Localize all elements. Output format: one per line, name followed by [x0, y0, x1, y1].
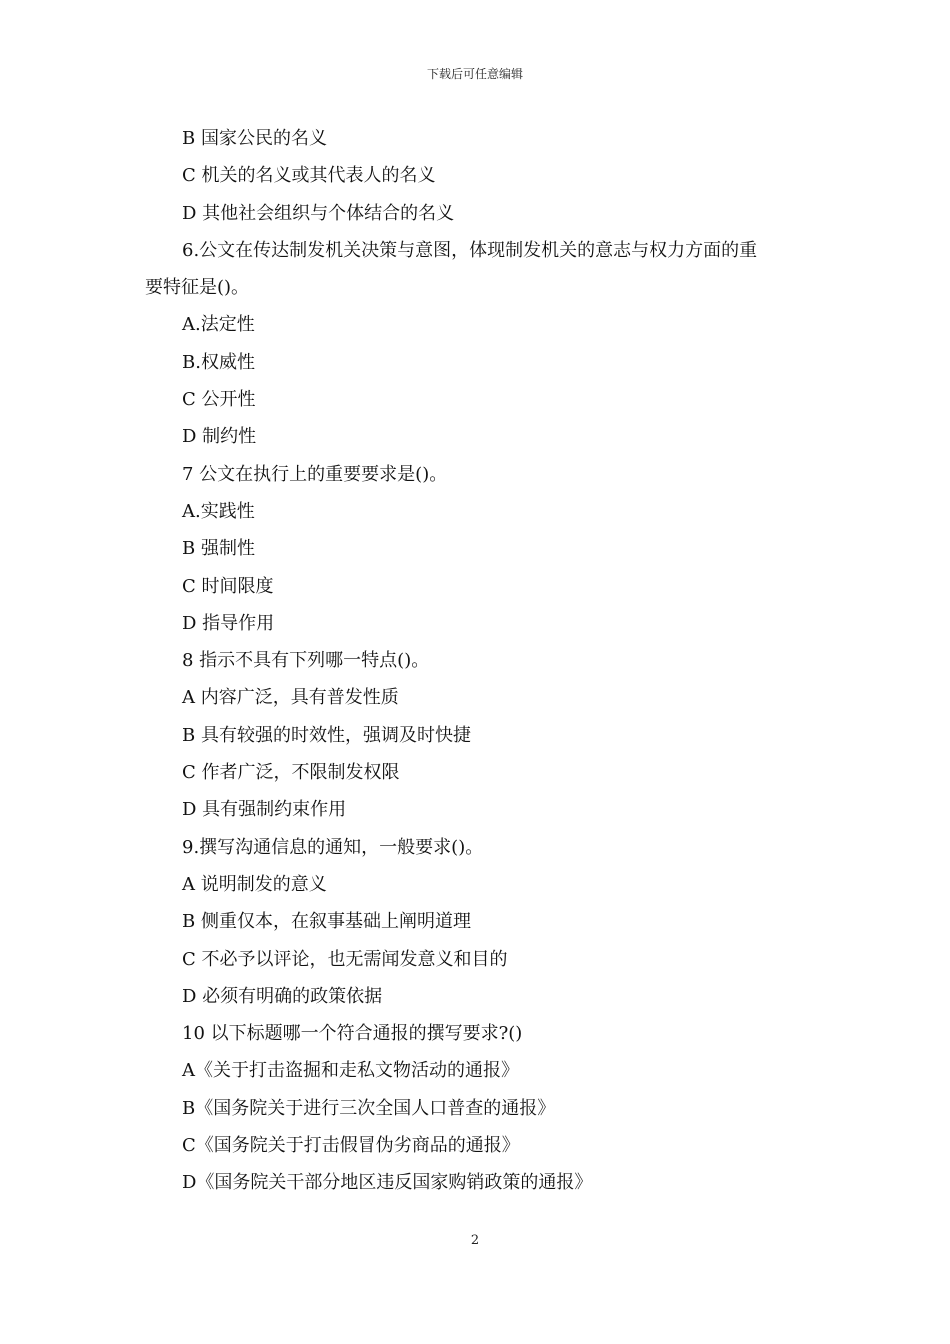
question-6-option-a: A.法定性 [182, 314, 255, 336]
question-9-option-a: A 说明制发的意义 [182, 873, 327, 895]
document-body [145, 120, 810, 1202]
question-10-option-a: A《关于打击盗掘和走私文物活动的通报》 [182, 1060, 519, 1082]
question-6-line-1: 6.公文在传达制发机关决策与意图，体现制发机关的意志与权力方面的重 [182, 239, 758, 261]
question-7: 7 公文在执行上的重要要求是()。 [182, 463, 448, 485]
option-b-line: B 国家公民的名义 [182, 128, 327, 149]
question-8-option-a: A 内容广泛，具有普发性质 [182, 687, 399, 709]
question-6-option-b: B.权威性 [182, 351, 255, 373]
question-8-option-b: B 具有较强的时效性，强调及时快捷 [182, 724, 471, 746]
option-c-line: C 机关的名义或其代表人的名义 [182, 165, 436, 187]
question-7-option-d: D 指导作用 [182, 612, 275, 634]
question-8-option-d: D 具有强制约束作用 [182, 799, 347, 821]
page-number: 2 [470, 1233, 480, 1248]
question-7-option-b: B 强制性 [182, 538, 255, 560]
question-10-option-c: C《国务院关于打击假冒伪劣商品的通报》 [182, 1135, 520, 1157]
question-10-option-d: D《国务院关干部分地区违反国家购销政策的通报》 [182, 1172, 593, 1194]
question-8-option-c: C 作者广泛，不限制发权限 [182, 762, 400, 784]
question-9-option-c: C 不必予以评论，也无需闻发意义和目的 [182, 948, 508, 970]
page-header: 下载后可任意编辑 [426, 67, 523, 81]
question-6-option-d: D 制约性 [182, 426, 257, 448]
question-9-option-d: D 必须有明确的政策依据 [182, 985, 383, 1007]
question-6-line-2: 要特征是()。 [145, 277, 250, 299]
question-9: 9.撰写沟通信息的通知，一般要求()。 [182, 836, 484, 858]
question-10-option-b: B《国务院关于进行三次全国人口普查的通报》 [182, 1097, 556, 1119]
question-7-option-a: A.实践性 [182, 500, 255, 522]
option-d-line: D 其他社会组织与个体结合的名义 [182, 202, 455, 224]
question-6-option-c: C 公开性 [182, 389, 256, 411]
question-9-option-b: B 侧重仅本，在叙事基础上阐明道理 [182, 911, 471, 933]
question-10: 10 以下标题哪一个符合通报的撰写要求?() [182, 1023, 523, 1045]
question-7-option-c: C 时间限度 [182, 575, 274, 597]
question-8: 8 指示不具有下列哪一特点()。 [182, 650, 430, 672]
